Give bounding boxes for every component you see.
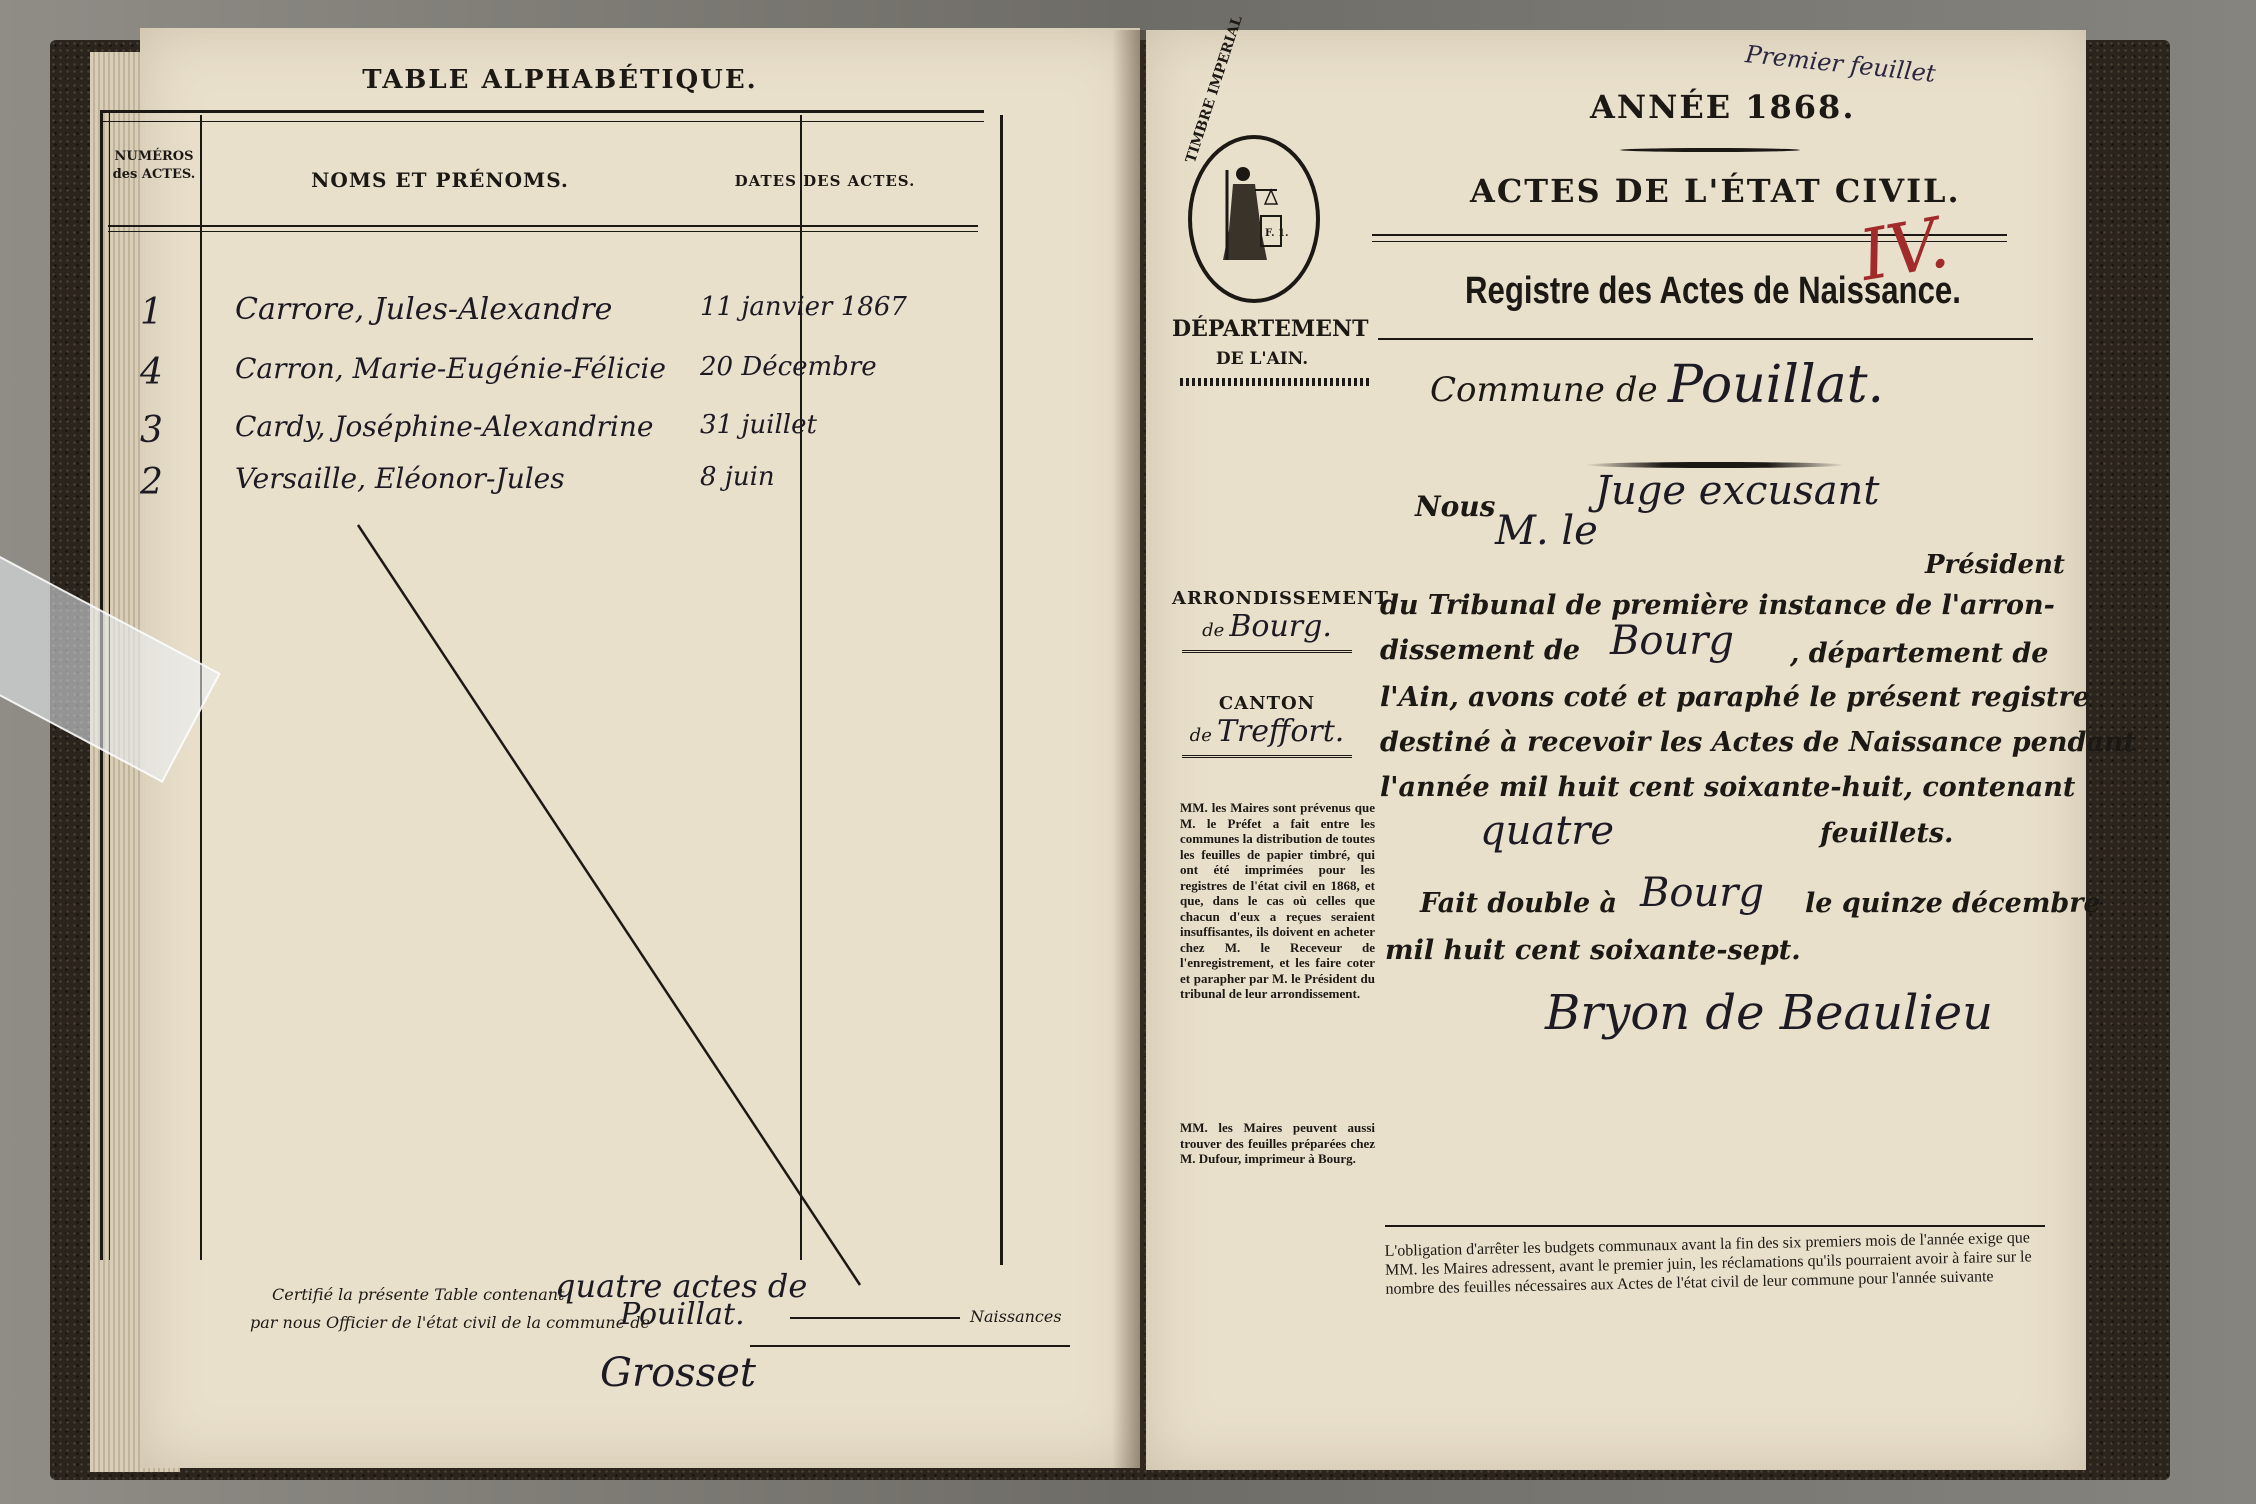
arrondissement-prefix: de (1202, 620, 1225, 641)
justice-figure-icon (1215, 160, 1289, 270)
row-date: 11 janvier 1867 (700, 292, 907, 322)
department-value: DE L'AIN. (1215, 349, 1309, 369)
year-heading: ANNÉE 1868. (1590, 88, 1856, 126)
canton-prefix: de (1189, 725, 1212, 746)
department-label: DÉPARTEMENT (1172, 316, 1369, 342)
side-rule (1182, 755, 1352, 758)
body-judge: Juge excusant (1595, 468, 1880, 514)
body-line: l'année mil huit cent soixante-huit, contenant (1380, 772, 2076, 803)
cert-label-2: par nous Officier de l'état civil de la commune de (250, 1313, 650, 1332)
stamp-text: TIMBRE IMPERIAL (1183, 13, 1246, 165)
arrondissement-label: ARRONDISSEMENT (1172, 588, 1389, 609)
ornament-rule (1620, 148, 1800, 152)
row-name: Carrore, Jules-Alexandre (235, 292, 613, 327)
row-name: Carron, Marie-Eugénie-Félicie (235, 352, 666, 385)
body-line: dissement de (1380, 635, 1581, 666)
row-name: Versaille, Eléonor-Jules (235, 462, 565, 495)
body-place: Bourg (1640, 870, 1764, 916)
header-names: NOMS ET PRÉNOMS. (311, 168, 569, 192)
margin-note: Premier feuillet (1744, 40, 1937, 88)
canton-label: CANTON (1218, 693, 1316, 714)
cert-label: Certifié la présente Table contenant (272, 1285, 565, 1304)
body-line: , département de (1790, 638, 2049, 669)
header-dates: DATES DES ACTES. (734, 172, 916, 190)
side-rule (1182, 650, 1352, 653)
canton-block (1172, 693, 1362, 764)
cert-rule (790, 1317, 960, 1319)
budget-notice: L'obligation d'arrêter les budgets communaux avant la fin des six premiers mois de l'année exige que MM. les Maires adressent, avant le premier juin, les réclamations qu'ils pourraient avoir à faire sur le nombre des feuilles nécessaires aux Actes de l'état civil de leur commune pour l'année suivante (1384, 1229, 2032, 1298)
cert-commune: Pouillat. (620, 1297, 745, 1332)
arrondissement-block (1172, 588, 1389, 659)
body-line: l'Ain, avons coté et paraphé le présent registre (1380, 682, 2090, 713)
register-rule (1378, 338, 2033, 340)
body-fait: Fait double à (1420, 888, 1618, 919)
body-year: mil huit cent soixante-sept. (1385, 935, 1801, 966)
body-bourg: Bourg (1610, 618, 1734, 664)
commune-value: Pouillat. (1668, 355, 1884, 415)
row-number: 3 (140, 410, 163, 451)
row-date: 20 Décembre (700, 352, 877, 382)
row-name: Cardy, Joséphine-Alexandrine (235, 410, 654, 443)
arrondissement-value: Bourg. (1229, 609, 1332, 644)
body-line: destiné à recevoir les Actes de Naissance pendant (1380, 727, 2136, 758)
row-number: 4 (140, 352, 163, 393)
register-title: Registre des Actes de Naissance. (1465, 270, 1961, 312)
cert-rule (750, 1345, 1070, 1347)
row-number: 2 (140, 462, 163, 503)
row-date: 31 juillet (700, 410, 817, 440)
body-count: quatre (1480, 808, 1615, 854)
commune-label: Commune de (1430, 370, 1658, 410)
stamp-value: F. 1. (1265, 228, 1289, 239)
red-numeral: IV. (1853, 200, 1955, 298)
cert-count: quatre actes de (555, 1267, 808, 1305)
wavy-rule (1180, 378, 1370, 386)
body-president: Président (1925, 550, 2065, 580)
left-signature: Grosset (600, 1350, 756, 1396)
department-block (1172, 312, 1369, 372)
body-line: du Tribunal de première instance de l'arron- (1380, 590, 2055, 621)
mayors-notice: MM. les Maires sont prévenus que M. le Préfet a fait entre les communes la distribution de toutes les feuilles de papier timbré, qui ont été imprimées pour les registres de l'état civil en 1868, et que, dans le cas où celles que chacun d'eux a reçues seraient insuffisantes, ils doivent en acheter chez M. le Receveur de l'enregistrement, et les faire coter et parapher par M. le Président du tribunal de leur arrondissement. (1180, 800, 1375, 1001)
civil-acts-heading: ACTES DE L'ÉTAT CIVIL. (1470, 172, 1961, 210)
footer-rule (1385, 1225, 2045, 1227)
row-number: 1 (140, 292, 163, 333)
cert-label-end: Naissances (970, 1307, 1062, 1326)
row-date: 8 juin (700, 462, 775, 492)
mayors-notice-2: MM. les Maires peuvent aussi trouver des feuilles préparées chez M. Dufour, imprimeur à Bourg. (1180, 1120, 1375, 1166)
canton-value: Treffort. (1216, 714, 1345, 749)
body-nous: Nous (1415, 490, 1496, 523)
body-feuillets: feuillets. (1820, 818, 1954, 849)
body-date: le quinze décembre (1805, 888, 2101, 919)
table-title: TABLE ALPHABÉTIQUE. (362, 65, 758, 95)
header-numbers: NUMÉROS des ACTES. (112, 149, 196, 182)
body-mle: M. le (1495, 508, 1598, 554)
president-signature: Bryon de Beaulieu (1545, 985, 1994, 1041)
